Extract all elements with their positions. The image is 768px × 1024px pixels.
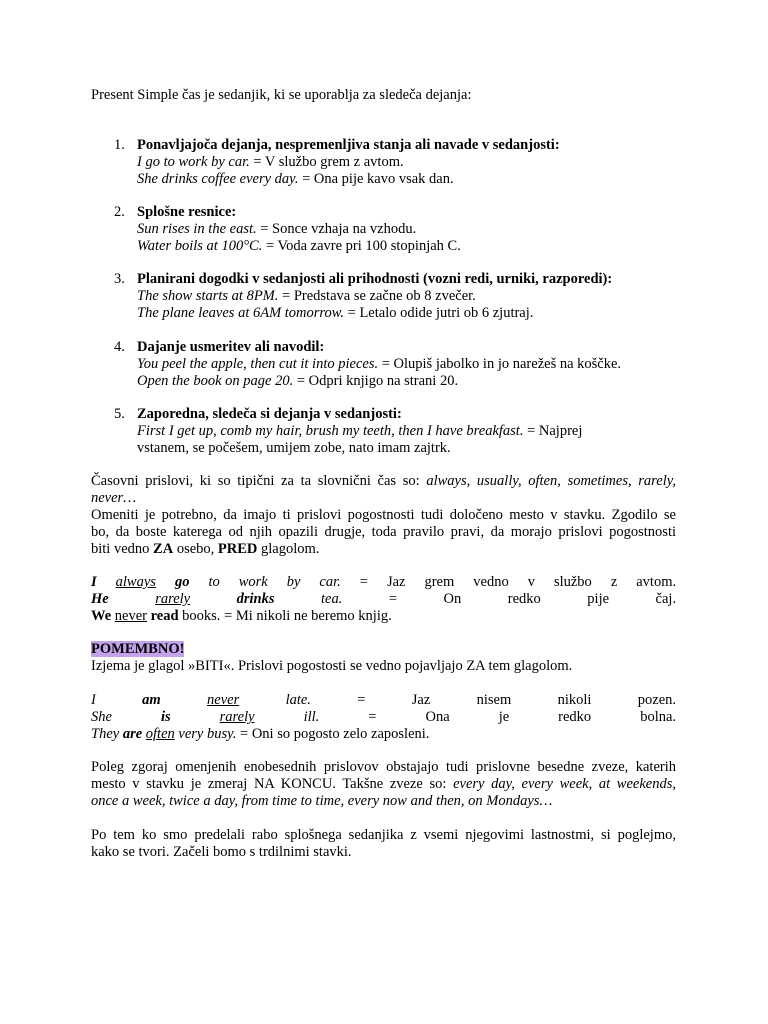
adverbs-paragraph	[91, 473, 676, 558]
example-english: Sun rises in the east.	[137, 221, 257, 237]
adverbs-intro: Časovni prislovi, ki so tipični za ta slovnični čas so:	[91, 473, 420, 489]
word: He	[91, 591, 109, 607]
biti-example-3	[91, 726, 676, 743]
example-english: The show starts at 8PM.	[137, 288, 279, 304]
use-title: Planirani dogodki v sedanjosti ali prihodnosti (vozni redi, urniki, razporedi):	[137, 271, 613, 287]
word: ill.	[303, 709, 320, 725]
verb-word: drinks	[236, 591, 275, 607]
word: v	[527, 574, 535, 590]
word: avtom.	[636, 574, 677, 590]
word: She	[91, 709, 112, 725]
use-title: Dajanje usmeritev ali navodil:	[137, 339, 325, 355]
word: very busy.	[178, 726, 237, 742]
word: =	[359, 574, 368, 590]
example-slovene: = Voda zavre pri 100 stopinjah C.	[265, 238, 461, 254]
use-item-2	[114, 204, 676, 255]
example-slovene: = Najprej	[527, 423, 583, 439]
use-number: 2.	[114, 204, 125, 220]
biti-example-1	[91, 692, 676, 709]
phrases-list: every day, every week, at weekends,	[453, 776, 676, 792]
word: pije	[587, 591, 610, 607]
adverbs-text-line: Omeniti je potrebno, da imajo ti prislovi pogostnosti tudi določeno mesto v stavku. Zgodilo se	[91, 507, 676, 523]
phrases-paragraph	[91, 759, 676, 810]
word: =	[357, 692, 366, 708]
word: I	[91, 692, 96, 708]
verb-word: read	[150, 608, 179, 624]
example-slovene: = V službo grem z avtom.	[253, 154, 404, 170]
adverb-word: never	[114, 608, 147, 624]
word: vedno	[473, 574, 509, 590]
word: je	[498, 709, 510, 725]
word: =	[388, 591, 398, 607]
word: =	[368, 709, 377, 725]
important-label: POMEMBNO!	[91, 641, 185, 657]
word: Ona	[425, 709, 450, 725]
example-slovene: = Letalo odide jutri ob 6 zjutraj.	[347, 305, 534, 321]
phrases-text: mesto v stavku je zmeraj NA KONCU. Takšne zveze so:	[91, 776, 447, 792]
word: z	[610, 574, 618, 590]
word: nisem	[476, 692, 512, 708]
example-english: Water boils at 100°C.	[137, 238, 263, 254]
example-english: Open the book on page 20.	[137, 373, 294, 389]
use-number: 3.	[114, 271, 125, 287]
example-slovene: = Predstava se začne ob 8 zvečer.	[282, 288, 476, 304]
word: by	[286, 574, 301, 590]
word: službo	[553, 574, 592, 590]
adverb-examples	[91, 574, 676, 625]
word: čaj.	[655, 591, 677, 607]
use-number: 4.	[114, 339, 125, 355]
use-item-3	[114, 271, 676, 322]
important-section	[91, 641, 676, 675]
verb-word: are	[122, 726, 143, 742]
word: On	[443, 591, 462, 607]
verb-word: am	[142, 692, 161, 708]
word: We	[91, 608, 112, 624]
example-slovene: = Odpri knjigo na strani 20.	[296, 373, 459, 389]
example-slovene: = Olupiš jabolko in jo narežeš na koščke.	[381, 356, 622, 372]
word: tea.	[321, 591, 343, 607]
use-number: 5.	[114, 406, 125, 422]
example-english: The plane leaves at 6AM tomorrow.	[137, 305, 345, 321]
verb-word: is	[160, 709, 171, 725]
adverbs-text: osebo,	[176, 541, 215, 557]
word: Jaz	[386, 574, 406, 590]
example-english: She drinks coffee every day.	[137, 171, 299, 187]
example-slovene: = Sonce vzhaja na vzhodu.	[260, 221, 417, 237]
word: bolna.	[640, 709, 677, 725]
word: to	[208, 574, 220, 590]
word: = Oni so pogosto zelo zaposleni.	[240, 726, 430, 742]
adverbs-text-line: bo, da boste katerega od njih opazili drugje, toda pravilo pravi, da morajo prislovi pogostnosti	[91, 524, 676, 540]
intro-paragraph: Present Simple čas je sedanjik, ki se uporablja za sledeča dejanja:	[91, 87, 472, 103]
adverbs-list: always, usually, often, sometimes, rarely,	[426, 473, 676, 489]
adverb-word: always	[115, 574, 156, 590]
word: pozen.	[637, 692, 677, 708]
adverbs-za: ZA	[153, 541, 174, 557]
use-title: Splošne resnice:	[137, 204, 237, 220]
adverb-word: never	[207, 692, 240, 708]
example-slovene: vstanem, se počešem, umijem zobe, nato imam zajtrk.	[137, 440, 451, 456]
word: car.	[319, 574, 341, 590]
biti-examples	[91, 692, 676, 743]
adverb-example-2	[91, 591, 676, 608]
use-item-1	[114, 137, 676, 188]
word: books.	[182, 608, 221, 624]
adverbs-text: glagolom.	[261, 541, 320, 557]
use-item-4	[114, 339, 676, 390]
phrases-line: Poleg zgoraj omenjenih enobesednih prislovov obstajajo tudi prislovne besedne zveze, katerih	[91, 759, 676, 775]
adverbs-text: biti vedno	[91, 541, 150, 557]
word: Jaz	[411, 692, 431, 708]
adverb-word: rarely	[219, 709, 255, 725]
biti-example-2	[91, 709, 676, 726]
example-slovene: = Ona pije kavo vsak dan.	[302, 171, 454, 187]
verb-word: go	[174, 574, 190, 590]
adverb-example-3	[91, 608, 676, 625]
closing-line: Po tem ko smo predelali rabo splošnega sedanjika z vsemi njegovimi lastnostmi, si poglejmo,	[91, 827, 676, 843]
closing-paragraph	[91, 827, 676, 861]
adverbs-list-end: never…	[91, 490, 137, 506]
adverb-word: rarely	[155, 591, 191, 607]
word: redko	[558, 709, 592, 725]
closing-line: kako se tvori. Začeli bomo s trdilnimi stavki.	[91, 844, 352, 860]
adverb-word: often	[145, 726, 175, 742]
use-title: Zaporedna, sledeča si dejanja v sedanjosti:	[137, 406, 402, 422]
word: They	[91, 726, 120, 742]
word: I	[91, 574, 97, 590]
word: work	[238, 574, 268, 590]
word: nikoli	[557, 692, 592, 708]
word: redko	[507, 591, 541, 607]
adverb-example-1	[91, 574, 676, 591]
adverbs-pred: PRED	[217, 541, 258, 557]
important-text: Izjema je glagol »BITI«. Prislovi pogostosti se vedno pojavljajo ZA tem glagolom.	[91, 658, 573, 674]
example-english: You peel the apple, then cut it into pieces.	[137, 356, 379, 372]
example-english: I go to work by car.	[137, 154, 250, 170]
use-title: Ponavljajoča dejanja, nespremenljiva stanja ali navade v sedanjosti:	[137, 137, 560, 153]
use-item-5	[114, 406, 676, 457]
example-english: First I get up, comb my hair, brush my teeth, then I have breakfast.	[137, 423, 524, 439]
use-number: 1.	[114, 137, 125, 153]
word: late.	[285, 692, 311, 708]
word: grem	[424, 574, 455, 590]
phrases-list: once a week, twice a day, from time to time, every now and then, on Mondays…	[91, 793, 553, 809]
word: = Mi nikoli ne beremo knjig.	[224, 608, 392, 624]
